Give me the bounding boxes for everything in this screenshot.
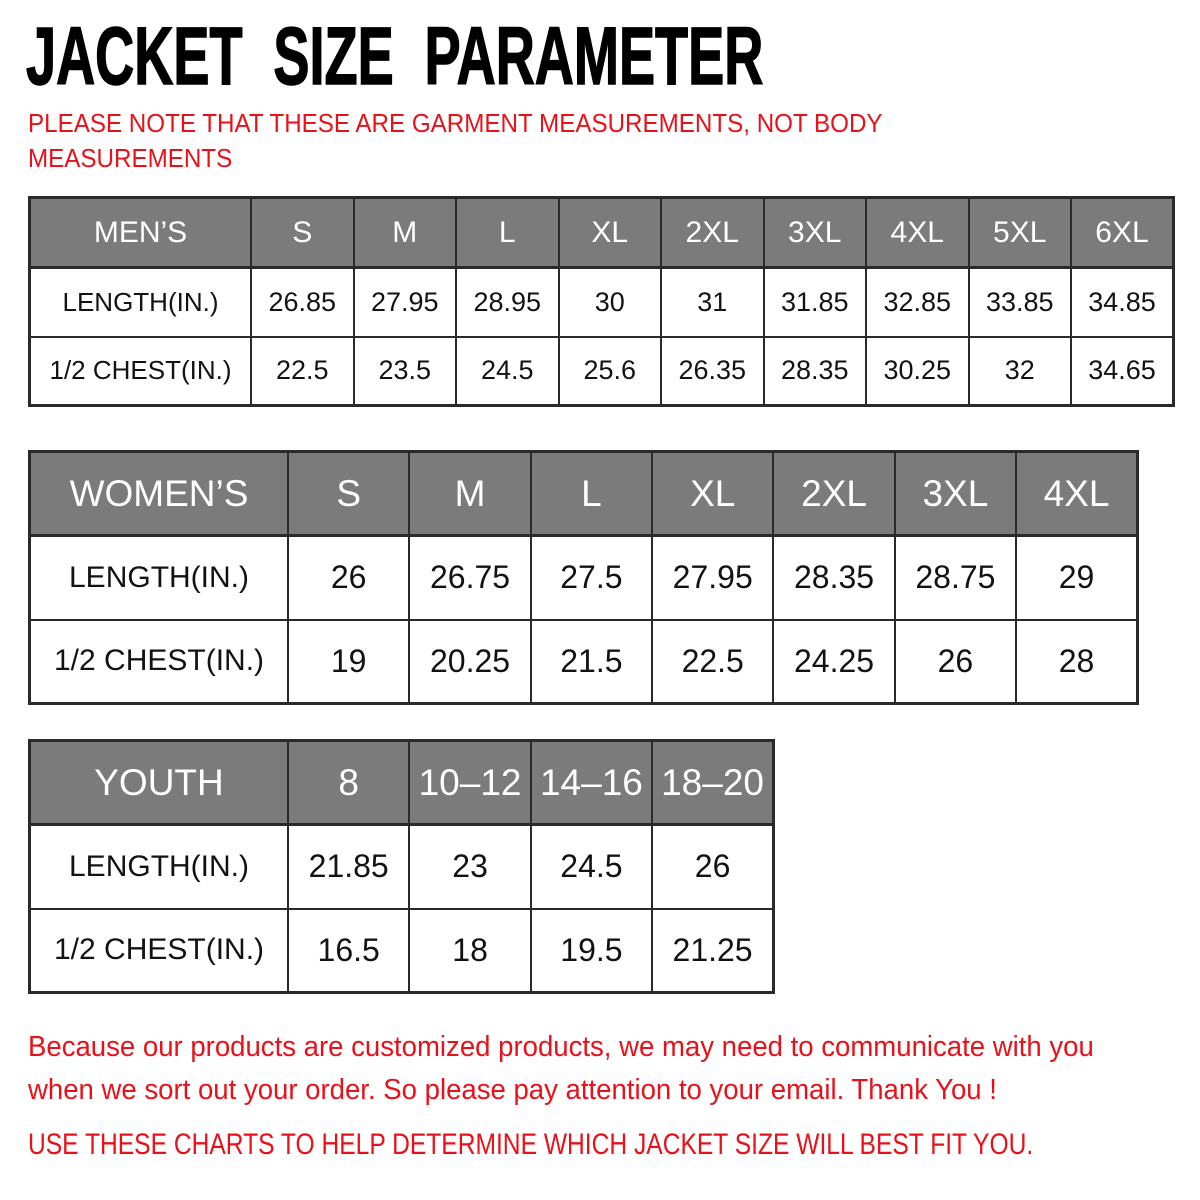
size-column-header: S xyxy=(251,198,354,268)
size-column-header: S xyxy=(288,452,409,536)
measurement-label-cell: LENGTH(IN.) xyxy=(30,536,289,620)
measurement-value-cell: 24.5 xyxy=(531,825,652,909)
size-column-header: 3XL xyxy=(895,452,1016,536)
measurement-row xyxy=(30,268,1174,337)
chart-usage-caption: USE THESE CHARTS TO HELP DETERMINE WHICH JACKET SIZE WILL BEST FIT YOU. xyxy=(28,1128,1034,1161)
table-header-row xyxy=(30,741,774,825)
measurement-row xyxy=(30,536,1138,620)
measurement-value-cell: 24.25 xyxy=(773,620,894,704)
size-column-header: 4XL xyxy=(1016,452,1137,536)
measurement-value-cell: 22.5 xyxy=(652,620,773,704)
measurement-value-cell: 28.75 xyxy=(895,536,1016,620)
measurement-value-cell: 32.85 xyxy=(866,268,969,337)
measurement-value-cell: 34.65 xyxy=(1071,337,1174,406)
measurement-value-cell: 22.5 xyxy=(251,337,354,406)
measurement-value-cell: 18 xyxy=(409,909,530,993)
measurement-value-cell: 19.5 xyxy=(531,909,652,993)
size-column-header: 3XL xyxy=(764,198,867,268)
measurement-value-cell: 21.85 xyxy=(288,825,409,909)
size-column-header: 6XL xyxy=(1071,198,1174,268)
womens-size-table xyxy=(28,450,1139,705)
size-column-header: M xyxy=(354,198,457,268)
table-title-cell: YOUTH xyxy=(30,741,289,825)
table-header-row xyxy=(30,198,1174,268)
size-column-header: 8 xyxy=(288,741,409,825)
measurement-label-cell: 1/2 CHEST(IN.) xyxy=(30,620,289,704)
measurement-value-cell: 29 xyxy=(1016,536,1137,620)
mens-size-table xyxy=(28,196,1175,407)
size-column-header: 5XL xyxy=(969,198,1072,268)
table-header-row xyxy=(30,452,1138,536)
measurement-value-cell: 27.95 xyxy=(354,268,457,337)
size-column-header: 18–20 xyxy=(652,741,773,825)
size-column-header: M xyxy=(409,452,530,536)
measurement-value-cell: 30 xyxy=(559,268,662,337)
measurement-row xyxy=(30,620,1138,704)
measurement-value-cell: 33.85 xyxy=(969,268,1072,337)
page-title: JACKET SIZE PARAMETER xyxy=(26,11,764,102)
measurement-value-cell: 26 xyxy=(288,536,409,620)
measurement-value-cell: 21.25 xyxy=(652,909,773,993)
size-column-header: 2XL xyxy=(773,452,894,536)
measurement-value-cell: 27.5 xyxy=(531,536,652,620)
size-column-header: 2XL xyxy=(661,198,764,268)
measurement-value-cell: 27.95 xyxy=(652,536,773,620)
measurement-value-cell: 21.5 xyxy=(531,620,652,704)
measurement-value-cell: 28 xyxy=(1016,620,1137,704)
measurement-value-cell: 26 xyxy=(895,620,1016,704)
measurement-row xyxy=(30,337,1174,406)
measurement-row xyxy=(30,909,774,993)
measurement-value-cell: 16.5 xyxy=(288,909,409,993)
size-column-header: XL xyxy=(559,198,662,268)
measurement-value-cell: 31.85 xyxy=(764,268,867,337)
youth-size-table xyxy=(28,739,775,994)
table-title-cell: WOMEN’S xyxy=(30,452,289,536)
measurement-value-cell: 28.35 xyxy=(773,536,894,620)
measurement-value-cell: 19 xyxy=(288,620,409,704)
garment-measurement-note: PLEASE NOTE THAT THESE ARE GARMENT MEASUREMENTS, NOT BODY MEASUREMENTS xyxy=(28,108,883,174)
measurement-value-cell: 26.35 xyxy=(661,337,764,406)
size-column-header: L xyxy=(531,452,652,536)
size-column-header: L xyxy=(456,198,559,268)
measurement-value-cell: 30.25 xyxy=(866,337,969,406)
measurement-value-cell: 20.25 xyxy=(409,620,530,704)
measurement-value-cell: 31 xyxy=(661,268,764,337)
size-column-header: XL xyxy=(652,452,773,536)
measurement-value-cell: 25.6 xyxy=(559,337,662,406)
size-column-header: 4XL xyxy=(866,198,969,268)
measurement-row xyxy=(30,825,774,909)
measurement-value-cell: 32 xyxy=(969,337,1072,406)
size-column-header: 14–16 xyxy=(531,741,652,825)
measurement-value-cell: 26.85 xyxy=(251,268,354,337)
measurement-value-cell: 26.75 xyxy=(409,536,530,620)
measurement-label-cell: 1/2 CHEST(IN.) xyxy=(30,909,289,993)
measurement-value-cell: 26 xyxy=(652,825,773,909)
size-column-header: 10–12 xyxy=(409,741,530,825)
measurement-value-cell: 28.95 xyxy=(456,268,559,337)
measurement-label-cell: LENGTH(IN.) xyxy=(30,268,252,337)
customization-notice: Because our products are customized products, we may need to communicate with you when we sort out your order. So please pay attention to your email. Thank You ! xyxy=(28,1031,1094,1106)
measurement-value-cell: 23.5 xyxy=(354,337,457,406)
measurement-label-cell: 1/2 CHEST(IN.) xyxy=(30,337,252,406)
measurement-value-cell: 34.85 xyxy=(1071,268,1174,337)
measurement-value-cell: 28.35 xyxy=(764,337,867,406)
measurement-value-cell: 23 xyxy=(409,825,530,909)
measurement-value-cell: 24.5 xyxy=(456,337,559,406)
measurement-label-cell: LENGTH(IN.) xyxy=(30,825,289,909)
table-title-cell: MEN’S xyxy=(30,198,252,268)
